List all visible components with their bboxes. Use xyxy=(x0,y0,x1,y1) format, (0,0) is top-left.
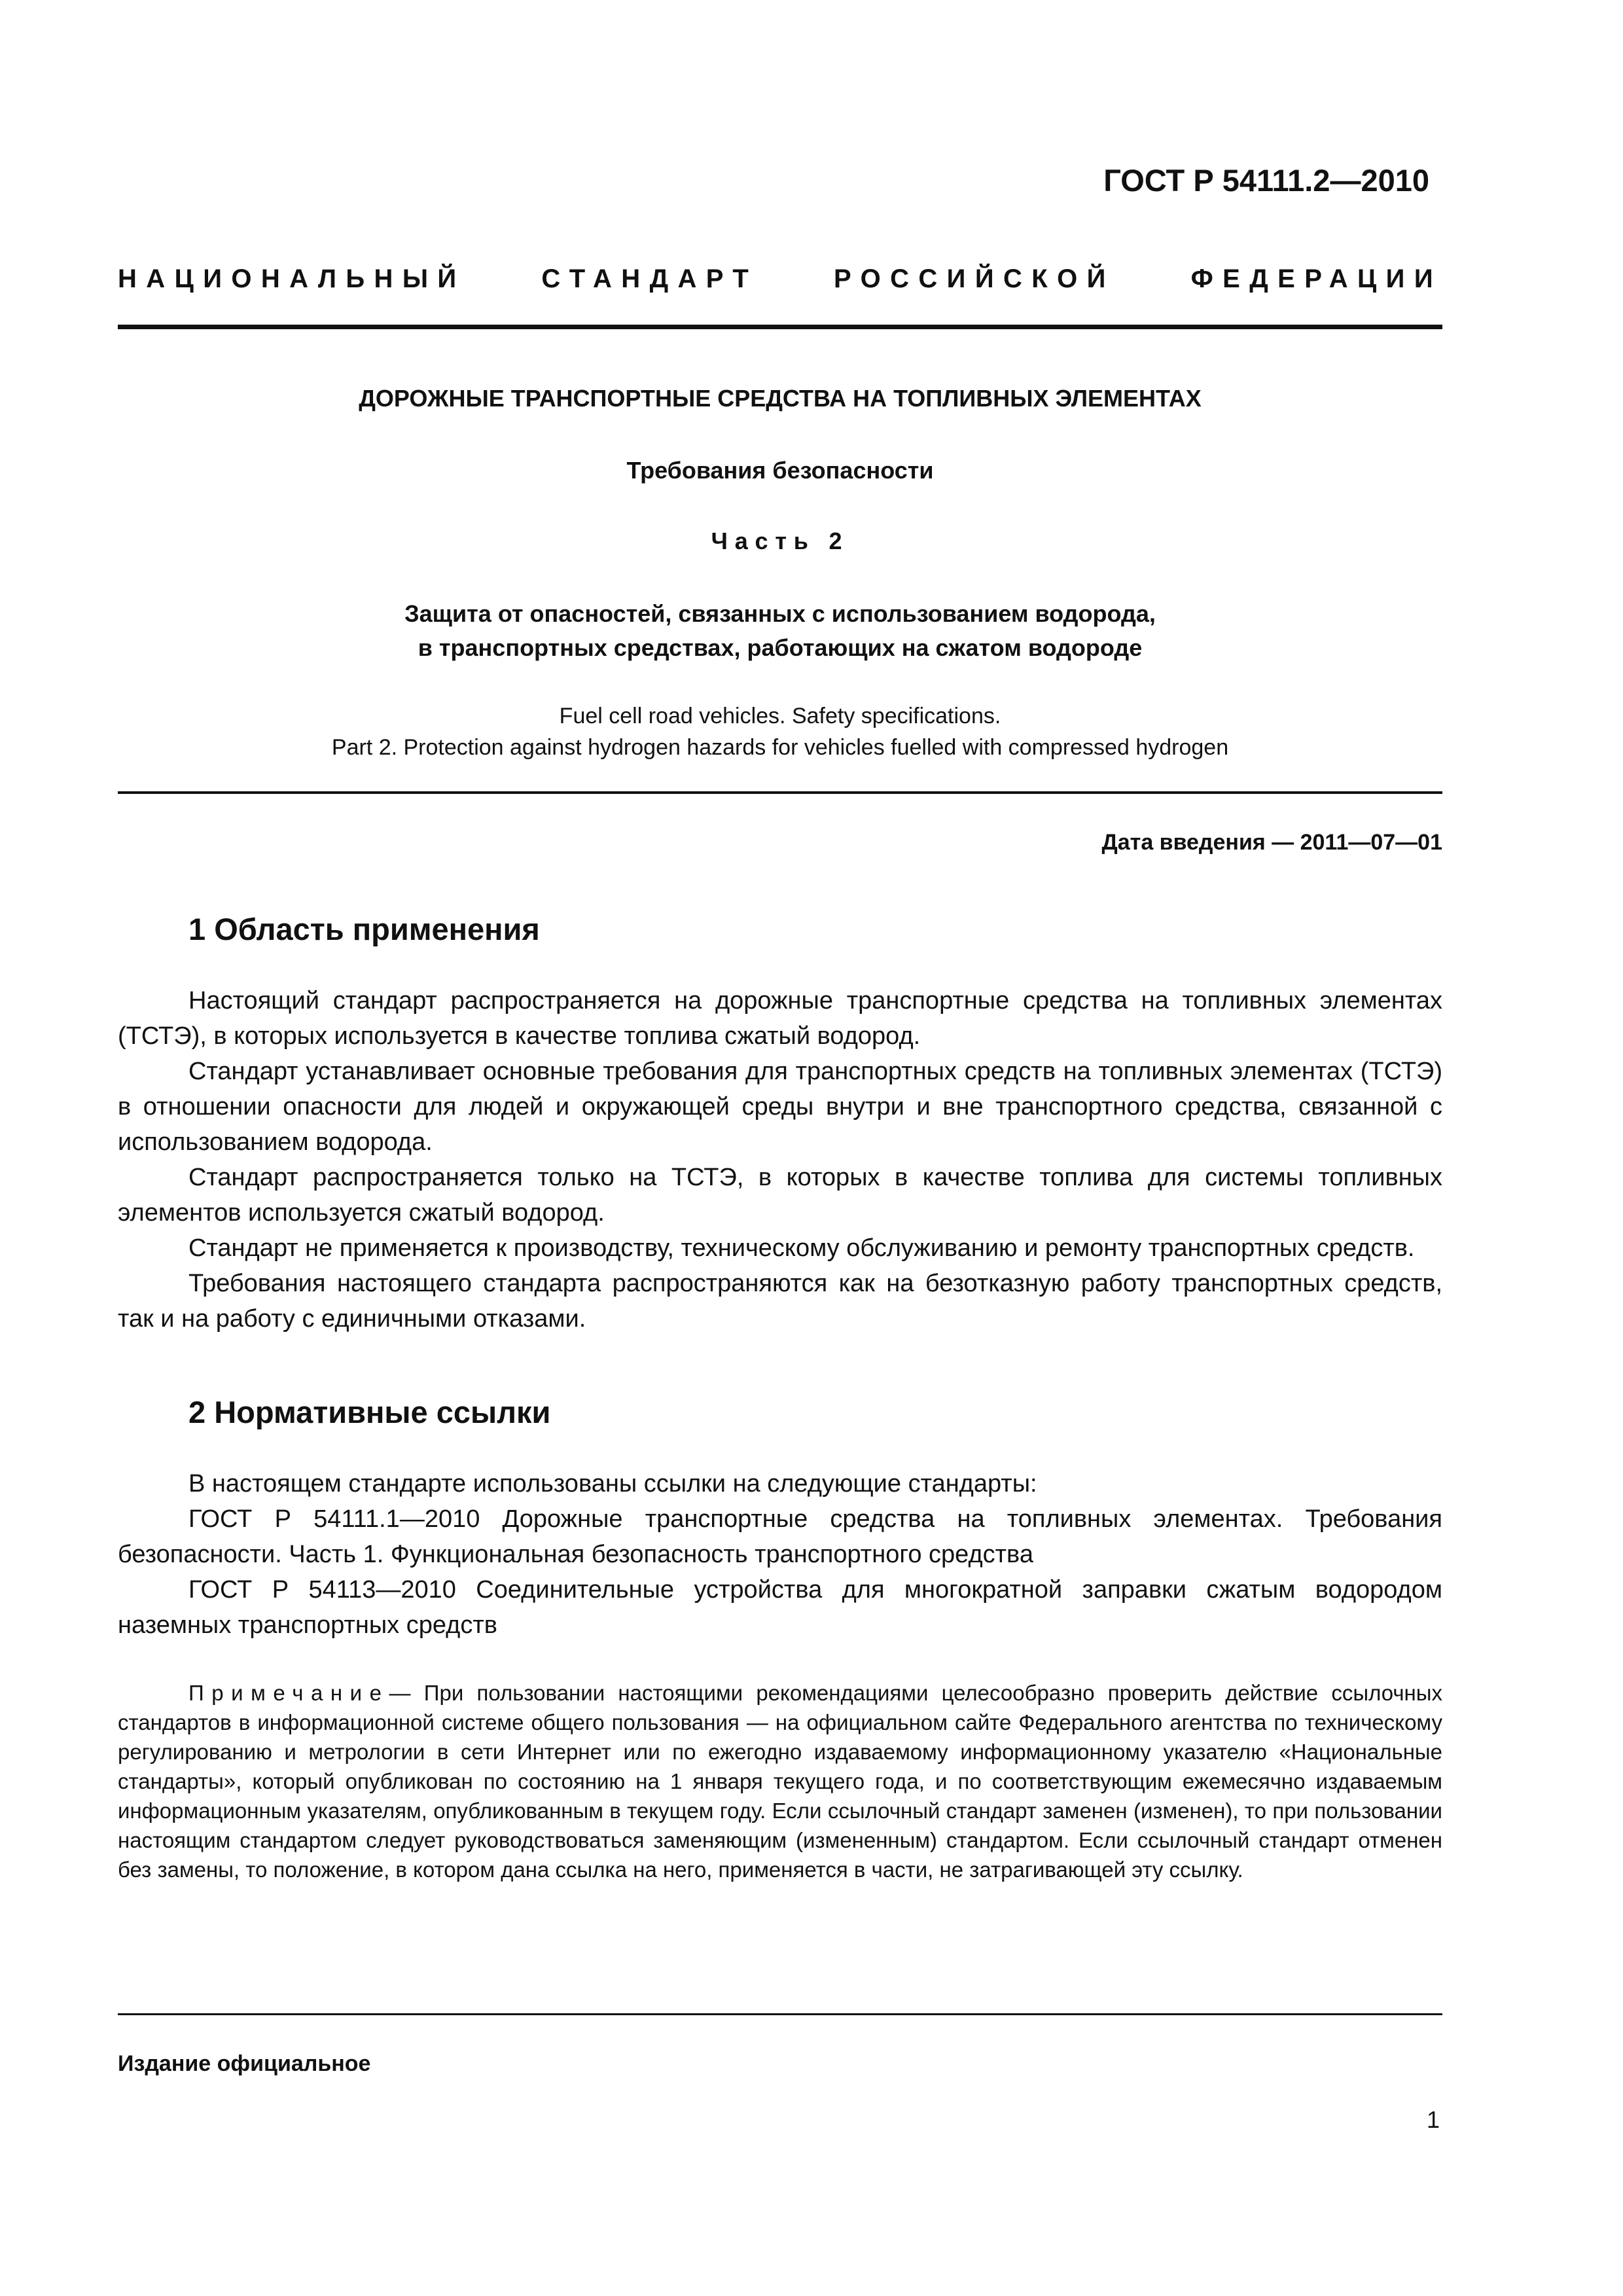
header-divider xyxy=(118,325,1442,329)
english-title-line: Fuel cell road vehicles. Safety specifications. xyxy=(559,704,1001,728)
note-block xyxy=(118,1678,1442,1884)
footer-divider xyxy=(118,2013,1442,2015)
part-title-line: Защита от опасностей, связанных с использованием водорода, xyxy=(404,600,1156,627)
paragraph: Стандарт не применяется к производству, техническому обслуживанию и ремонту транспортных средств. xyxy=(188,1234,1415,1262)
title-divider xyxy=(118,791,1442,794)
standard-code: ГОСТ Р 54111.2—2010 xyxy=(1103,163,1429,198)
page-number: 1 xyxy=(1426,2106,1440,2133)
paragraph: Требования настоящего стандарта распространяются как на безотказную работу транспортных средств, так и на работу с единичными отказами. xyxy=(118,1270,1442,1333)
note-label: Примечание xyxy=(188,1681,389,1705)
part-title xyxy=(118,597,1442,665)
note-text: — При пользовании настоящими рекомендациями целесообразно проверить действие ссылочных стандартов в информационной системе общего пользования — на официальном сайте Федерального агентства по техническому регулированию и метрологии в сети Интернет или по ежегодно издаваемому информационному указателю «Национальные стандарты», который опубликован по состоянию на 1 января текущего года, и по соответствующим ежемесячно издаваемым информационным указателям, опубликованным в текущем году. Если ссылочный стандарт заменен (изменен), то при пользовании настоящим стандартом следует руководствоваться заменяющим (измененным) стандартом. Если ссылочный стандарт отменен без замены, то положение, в котором дана ссылка на него, применяется в части, не затрагивающей эту ссылку. xyxy=(118,1681,1442,1882)
section-body xyxy=(118,983,1442,1336)
paragraph: В настоящем стандарте использованы ссылки на следующие стандарты: xyxy=(188,1470,1037,1498)
part-label: Часть 2 xyxy=(711,528,849,554)
paragraph: ГОСТ Р 54113—2010 Соединительные устройства для многократной заправки сжатым водородом наземных транспортных средств xyxy=(118,1576,1442,1639)
org-word: ФЕДЕРАЦИИ xyxy=(1190,264,1442,293)
part-title-line: в транспортных средствах, работающих на сжатом водороде xyxy=(418,634,1143,661)
organization-line xyxy=(118,264,1442,294)
english-title-line: Part 2. Protection against hydrogen hazards for vehicles fuelled with compressed hydrogen xyxy=(331,735,1229,760)
document-title: ДОРОЖНЫЕ ТРАНСПОРТНЫЕ СРЕДСТВА НА ТОПЛИВНЫХ ЭЛЕМЕНТАХ xyxy=(359,385,1202,412)
english-title xyxy=(118,700,1442,763)
section-heading: 1 Область применения xyxy=(188,912,540,946)
paragraph: Стандарт устанавливает основные требования для транспортных средств на топливных элементах (ТСТЭ) в отношении опасности для людей и окружающей среды внутри и вне транспортного средства, связанной с использованием водорода. xyxy=(118,1058,1442,1156)
introduction-date: Дата введения — 2011—07—01 xyxy=(1101,830,1442,855)
paragraph: Стандарт распространяется только на ТСТЭ, в которых в качестве топлива для системы топливных элементов используется сжатый водород. xyxy=(118,1164,1442,1227)
edition-label: Издание официальное xyxy=(118,2051,371,2076)
document-subtitle: Требования безопасности xyxy=(626,457,934,484)
paragraph: ГОСТ Р 54111.1—2010 Дорожные транспортные средства на топливных элементах. Требования безопасности. Часть 1. Функциональная безопасность транспортного средства xyxy=(118,1505,1442,1568)
org-word: РОССИЙСКОЙ xyxy=(834,264,1115,293)
section-heading: 2 Нормативные ссылки xyxy=(188,1395,551,1429)
section-body xyxy=(118,1466,1442,1643)
org-word: НАЦИОНАЛЬНЫЙ xyxy=(118,264,466,293)
org-word: СТАНДАРТ xyxy=(541,264,758,293)
paragraph: Настоящий стандарт распространяется на дорожные транспортные средства на топливных элементах (ТСТЭ), в которых используется в качестве топлива сжатый водород. xyxy=(118,987,1442,1050)
